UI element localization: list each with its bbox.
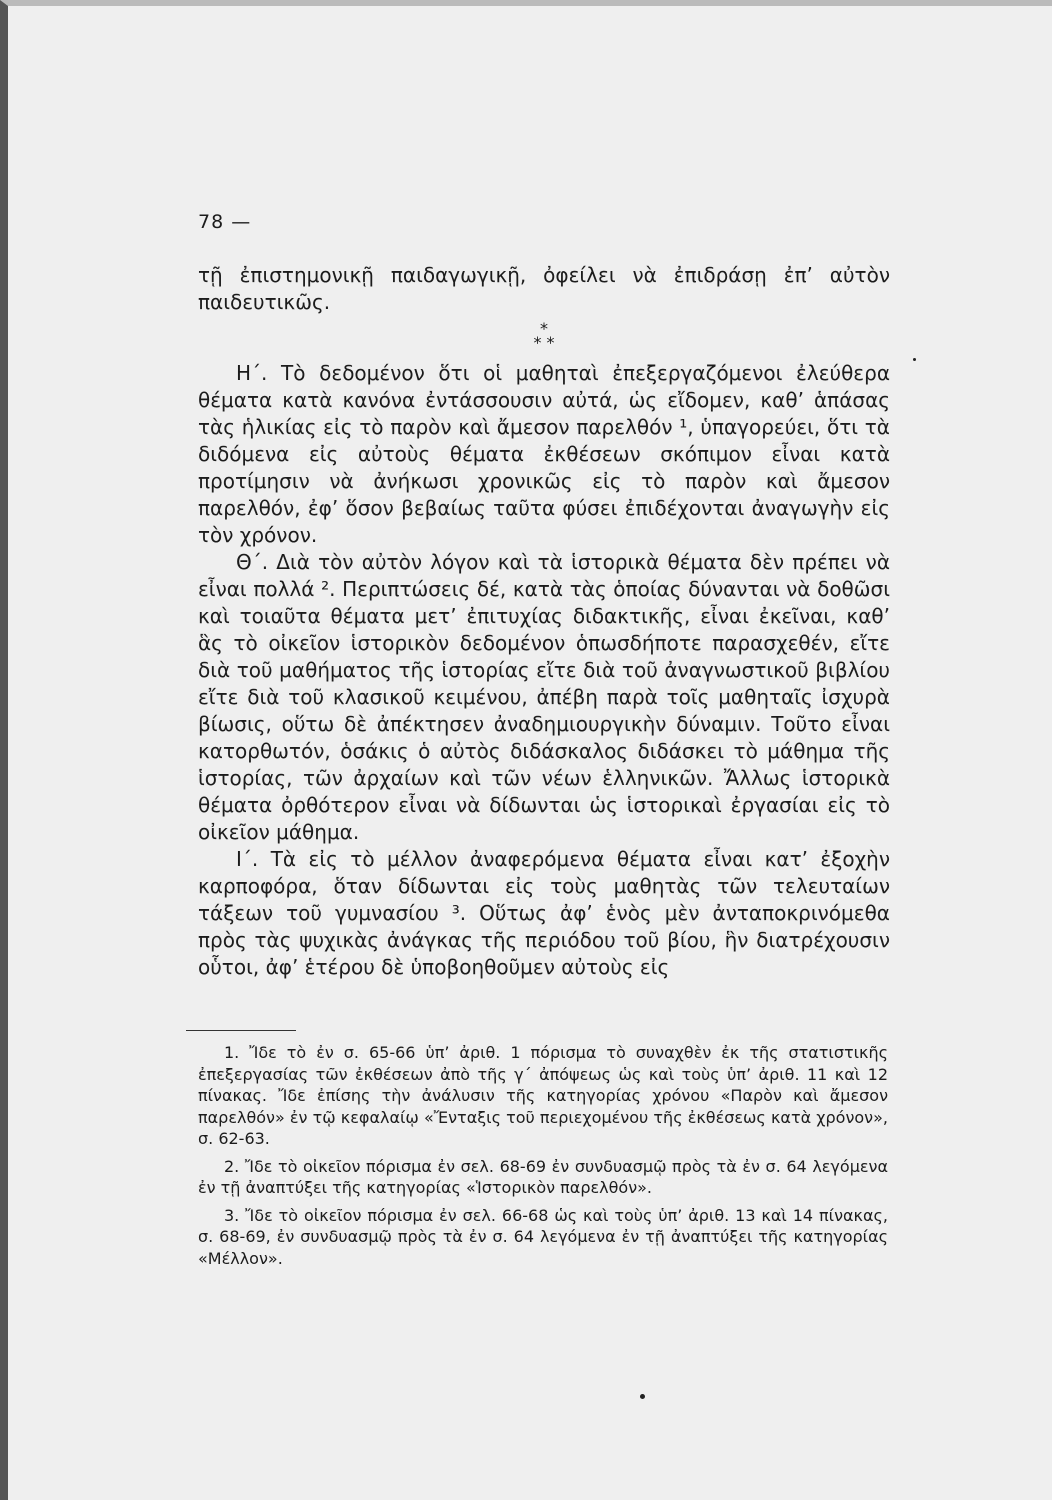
main-text [198, 262, 890, 981]
print-speck [913, 358, 916, 361]
footnote-rule [186, 1030, 296, 1031]
footnote-1: 1. Ἴδε τὸ ἐν σ. 65-66 ὑπ’ ἀριθ. 1 πόρισμα τὸ συναχθὲν ἐκ τῆς στατιστικῆς ἐπεξεργασίας τῶν ἐκθέσεων ἀπὸ τῆς γ΄ ἀπόψεως ὡς καὶ τοὺς ὑπ’ ἀριθ. 11 καὶ 12 πίνακας. Ἴδε ἐπίσης τὴν ἀνάλυσιν τῆς κατηγορίας χρόνου «Παρὸν καὶ ἄμεσον παρελθόν» ἐν τῷ κεφαλαίῳ «Ἔνταξις τοῦ περιεχομένου τῆς ἐκθέσεως κατὰ χρόνον», σ. 62-63. [198, 1043, 888, 1148]
paragraph-theta: Θ΄. Διὰ τὸν αὐτὸν λόγον καὶ τὰ ἱστορικὰ θέματα δὲν πρέπει νὰ εἶναι πολλά ². Περιπτώσεις δέ, κατὰ τὰς ὁποίας δύνανται νὰ δοθῶσι καὶ τοιαῦτα θέματα μετ’ ἐπιτυχίας διδακτικῆς, εἶναι ἐκεῖναι, καθ’ ἃς τὸ οἰκεῖον ἱστορικὸν δεδομένον ὁπωσδήποτε παρασχεθέν, εἴτε διὰ τοῦ μαθήματος τῆς ἱστορίας εἴτε διὰ τοῦ ἀναγνωστικοῦ βιβλίου εἴτε διὰ τοῦ κλασικοῦ κειμένου, ἀπέβη παρὰ τοῖς μαθηταῖς ἰσχυρὰ βίωσις, οὕτω δὲ ἀπέκτησεν ἀναδημιουργικὴν δύναμιν. Τοῦτο εἶναι κατορθωτόν, ὁσάκις ὁ αὐτὸς διδάσκαλος διδάσκει τὸ μάθημα τῆς ἱστορίας, τῶν ἀρχαίων καὶ τῶν νέων ἑλληνικῶν. Ἄλλως ἱστορικὰ θέματα ὀρθότερον εἶναι νὰ δίδωνται ὡς ἱστορικαὶ ἐργασίαι εἰς τὸ οἰκεῖον μάθημα. [198, 550, 890, 844]
paragraph-intro: τῇ ἐπιστημονικῇ παιδαγωγικῇ, ὀφείλει νὰ ἐπιδράσῃ ἐπ’ αὐτὸν παιδευτικῶς. [198, 263, 890, 314]
footnote-2: 2. Ἴδε τὸ οἰκεῖον πόρισμα ἐν σελ. 68-69 ἐν συνδυασμῷ πρὸς τὰ ἐν σ. 64 λεγόμενα ἐν τῇ ἀναπτύξει τῆς κατηγορίας «Ἱστορικὸν παρελθόν». [198, 1156, 888, 1197]
page-number: 78 — [198, 211, 252, 233]
paragraph-eta: Η΄. Τὸ δεδομένον ὅτι οἱ μαθηταὶ ἐπεξεργαζόμενοι ἐλεύθερα θέματα κατὰ κανόνα ἐντάσσουσιν αὐτά, ὡς εἴδομεν, καθ’ ἁπάσας τὰς ἡλικίας εἰς τὸ παρὸν καὶ ἄμεσον παρελθόν ¹, ὑπαγορεύει, ὅτι τὰ διδόμενα εἰς αὐτοὺς θέματα ἐκθέσεων σκόπιμον εἶναι κατὰ προτίμησιν νὰ ἀνήκωσι χρονικῶς εἰς τὸ παρὸν καὶ ἄμεσον παρελθόν, ἐφ’ ὅσον βεβαίως ταῦτα φύσει ἐπιδέχονται ἀναγωγὴν εἰς τὸν χρόνον. [198, 361, 890, 547]
section-separator: * * * [533, 319, 555, 352]
footnotes [198, 1042, 888, 1275]
print-speck [640, 1394, 645, 1399]
footnote-3: 3. Ἴδε τὸ οἰκεῖον πόρισμα ἐν σελ. 66-68 ὡς καὶ τοὺς ὑπ’ ἀριθ. 13 καὶ 14 πίνακας, σ. 68-69, ἐν συνδυασμῷ πρὸς τὰ ἐν σ. 64 λεγόμενα ἐν τῇ ἀναπτύξει τῆς κατηγορίας «Μέλλον». [198, 1205, 888, 1268]
paragraph-iota: Ι΄. Τὰ εἰς τὸ μέλλον ἀναφερόμενα θέματα εἶναι κατ’ ἐξοχὴν καρποφόρα, ὅταν δίδωνται εἰς τοὺς μαθητὰς τῶν τελευταίων τάξεων τοῦ γυμνασίου ³. Οὕτως ἀφ’ ἑνὸς μὲν ἀνταποκρινόμεθα πρὸς τὰς ψυχικὰς ἀνάγκας τῆς περιόδου τοῦ βίου, ἣν διατρέχουσιν οὗτοι, ἀφ’ ἑτέρου δὲ ὑποβοηθοῦμεν αὐτοὺς εἰς [198, 847, 890, 979]
